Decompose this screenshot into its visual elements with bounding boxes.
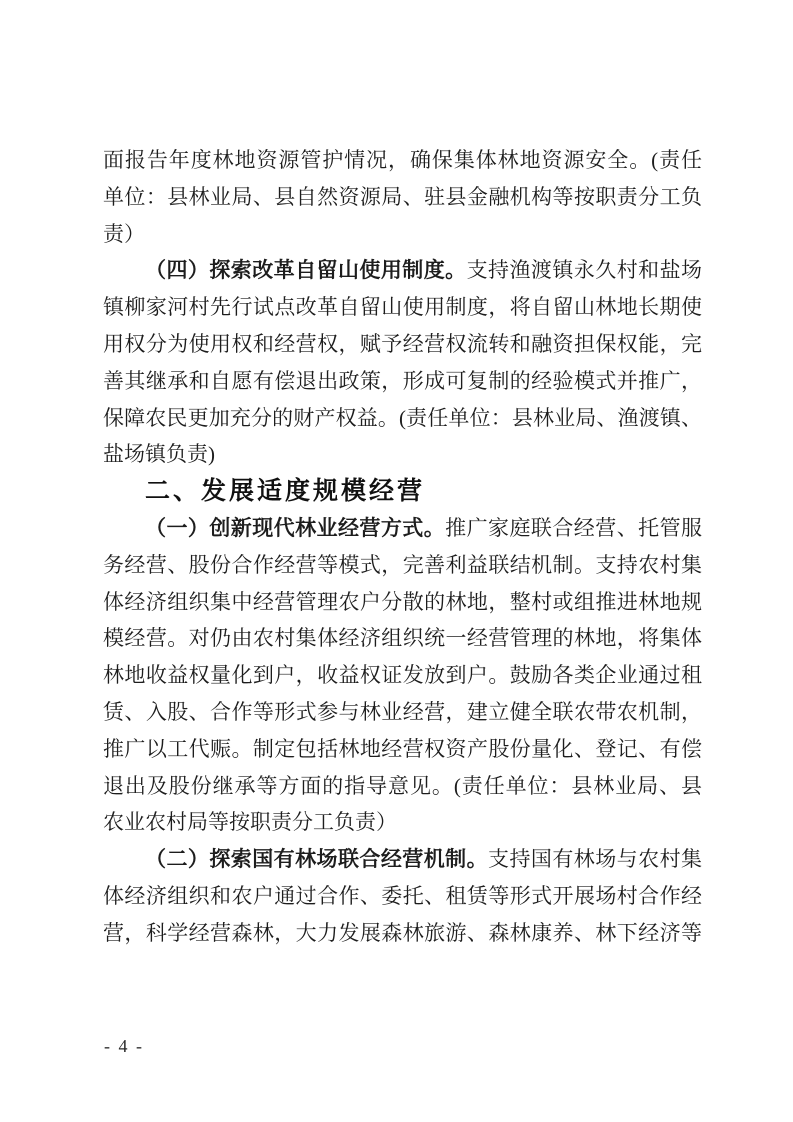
section-heading (103, 473, 702, 510)
line-text: 体经济组织集中经营管理农户分散的林地，整村或组推进林地规 (103, 589, 702, 614)
line-text: 盐场镇负责) (103, 442, 215, 467)
text-block (103, 142, 702, 952)
text-line (103, 804, 702, 841)
paragraph-lead: （四）探索改革自留山使用制度。 (145, 258, 467, 283)
text-line (103, 620, 702, 657)
text-line (103, 216, 702, 253)
paragraph-lead: （二）探索国有林场联合经营机制。 (145, 847, 489, 872)
text-line (103, 400, 702, 437)
text-line (103, 142, 702, 179)
line-text: 支持国有林场与农村集 (488, 847, 703, 872)
line-text: 用权分为使用权和经营权，赋予经营权流转和融资担保权能，完 (103, 331, 702, 356)
line-text: 农业农村局等按职责分工负责） (103, 810, 397, 835)
line-text: 善其继承和自愿有偿退出政策，形成可复制的经验模式并推广， (103, 368, 702, 393)
text-line (103, 289, 702, 326)
line-text: 赁、入股、合作等形式参与林业经营，建立健全联农带农机制， (103, 699, 702, 724)
line-text: 营，科学经营森林，大力发展森林旅游、森林康养、林下经济等 (103, 920, 702, 945)
line-text: 保障农民更加充分的财产权益。(责任单位：县林业局、渔渡镇、 (103, 405, 702, 430)
paragraph-lead: （一）创新现代林业经营方式。 (145, 515, 446, 540)
text-line (103, 252, 702, 289)
line-text: 模经营。对仍由农村集体经济组织统一经营管理的林地，将集体 (103, 626, 702, 651)
text-line (103, 436, 702, 473)
line-text: 推广家庭联合经营、托管服 (445, 515, 703, 540)
text-line (103, 878, 702, 915)
line-text: 退出及股份继承等方面的指导意见。(责任单位：县林业局、县 (103, 773, 702, 798)
text-line (103, 584, 702, 621)
text-line (103, 510, 702, 547)
line-text: 推广以工代赈。制定包括林地经营权资产股份量化、登记、有偿 (103, 736, 702, 761)
text-line (103, 731, 702, 768)
line-text: 支持渔渡镇永久村和盐场 (466, 258, 703, 283)
line-text: 务经营、股份合作经营等模式，完善利益联结机制。支持农村集 (103, 552, 702, 577)
text-line (103, 694, 702, 731)
text-line (103, 657, 702, 694)
text-line (103, 915, 702, 952)
line-text: 镇柳家河村先行试点改革自留山使用制度，将自留山林地长期使 (103, 295, 702, 320)
text-line (103, 768, 702, 805)
line-text: 单位：县林业局、县自然资源局、驻县金融机构等按职责分工负 (103, 184, 702, 209)
text-line (103, 363, 702, 400)
text-line (103, 547, 702, 584)
line-text: 二、发展适度规模经营 (145, 477, 426, 506)
line-text: 面报告年度林地资源管护情况，确保集体林地资源安全。(责任 (103, 148, 702, 172)
line-text: 责） (103, 221, 145, 246)
text-line (103, 326, 702, 363)
line-text: 林地收益权量化到户，收益权证发放到户。鼓励各类企业通过租 (103, 663, 702, 688)
page-number: - 4 - (104, 1036, 144, 1056)
line-text: 体经济组织和农户通过合作、委托、租赁等形式开展场村合作经 (103, 883, 702, 908)
text-line (103, 841, 702, 878)
text-line (103, 179, 702, 216)
